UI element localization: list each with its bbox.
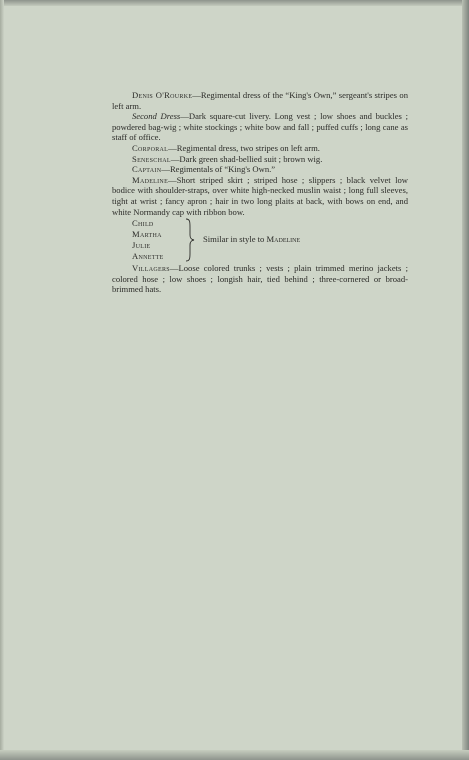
page-edge-right [462, 0, 469, 760]
costume-list [112, 90, 408, 295]
entry-denis [112, 90, 408, 111]
similar-text: Similar in style to [203, 234, 265, 245]
group-similar-note [203, 234, 300, 245]
right-brace-icon [184, 218, 196, 262]
page-edge-top [0, 0, 469, 6]
entry-group-similar [112, 218, 408, 262]
entry-text: —Dark green shad-bellied suit ; brown wig. [170, 153, 323, 164]
similar-character: Madeline [266, 234, 301, 245]
character-name: Villagers [132, 263, 170, 274]
entry-seneschal [112, 154, 408, 165]
entry-label: Second Dress [132, 111, 181, 122]
group-name-child: Child [132, 218, 154, 229]
entry-corporal [112, 143, 408, 154]
entry-text: —Regimentals of “King's Own.” [161, 164, 276, 175]
group-name-annette: Annette [132, 251, 164, 262]
character-name: Corporal [132, 142, 169, 153]
entry-second-dress [112, 111, 408, 143]
entry-madeline [112, 175, 408, 217]
character-name: Captain [132, 164, 162, 175]
group-name-martha: Martha [132, 229, 162, 240]
entry-text: —Regimental dress of the “King's Own,” sergeant's stripes on left arm. [112, 90, 408, 111]
character-name: Seneschal [132, 153, 171, 164]
entry-captain [112, 164, 408, 175]
entry-villagers [112, 263, 408, 295]
character-name: Denis O'Rourke [132, 90, 193, 100]
entry-text: —Short striped skirt ; striped hose ; slippers ; black velvet low bodice with shoulder-straps, over white high-necked muslin waist ; long full sleeves, tight at wrist ; fancy apron ; hair in two long plaits at back, with bows on end, and white Normandy cap with ribbon bow. [112, 174, 408, 217]
character-name: Madeline [132, 174, 169, 185]
page-edge-left [0, 0, 4, 760]
entry-text: —Loose colored trunks ; vests ; plain trimmed merino jackets ; colored hose ; low shoes ; longish hair, tied behind ; three-cornered or broad-brimmed hats. [112, 263, 408, 295]
page-edge-bottom [0, 750, 469, 760]
entry-text: —Dark square-cut livery. Long vest ; low shoes and buckles ; powdered bag-wig ; white stockings ; white bow and fall ; puffed cuffs ; long cane as staff of office. [112, 111, 408, 143]
group-name-julie: Julie [132, 240, 151, 251]
entry-text: —Regimental dress, two stripes on left arm. [168, 142, 320, 153]
group-names [132, 218, 164, 262]
